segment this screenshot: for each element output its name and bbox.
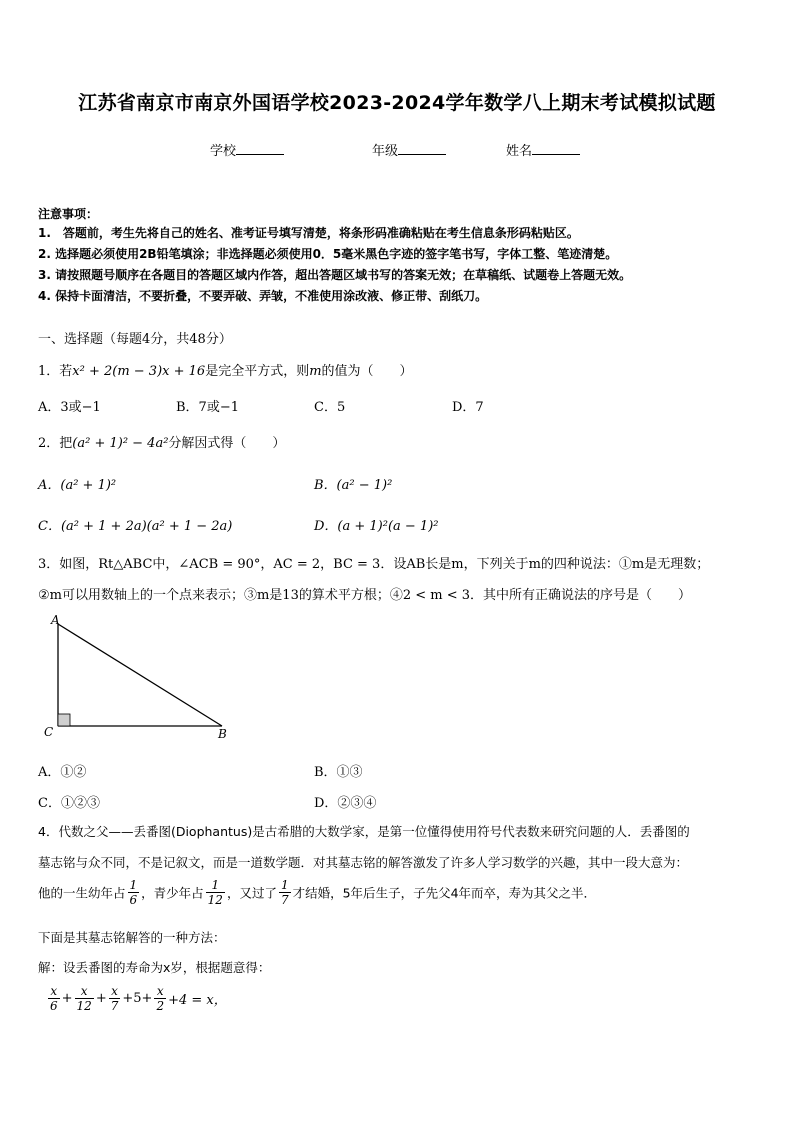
q3-option-a[interactable]: A．①② — [38, 765, 87, 780]
q1-option-c[interactable]: C．5 — [314, 400, 346, 415]
q1-suffix: 的值为（ ） — [321, 364, 413, 379]
eq-fraction-x-6: $\frac{x}{6}$ — [50, 984, 58, 1013]
grade-label: 年级 — [372, 144, 399, 159]
q4-text-c: ，又过了 — [226, 885, 277, 901]
eq-tail: +4 = x， — [168, 993, 227, 1008]
q3-option-d[interactable]: D．②③④ — [314, 796, 377, 811]
notes-heading: 注意事项： — [38, 207, 99, 221]
q1-variable: m — [309, 364, 322, 379]
eq-mid: +5+ — [122, 991, 153, 1006]
q3-option-c[interactable]: C．①②③ — [38, 796, 100, 811]
q4-text-a: 他的一生幼年占 — [38, 885, 126, 901]
triangle-figure — [40, 612, 240, 744]
q4-text-b: ，青少年占 — [141, 885, 204, 901]
question-4-line-3 — [38, 878, 596, 907]
q2-expression: (a² + 1)² − 4a² — [72, 436, 169, 451]
question-3-line-1: 3．如图，Rt△ABC中，∠ACB = 90°，AC = 2，BC = 3．设AB长是m，下列关于m的四种说法：①m是无理数； — [38, 557, 710, 572]
question-4-line-1: 4．代数之父——丢番图(Diophantus)是古希腊的大数学家，是第一位懂得使用符号代表数来研究问题的人．丢番图的 — [38, 824, 690, 839]
question-4-line-2: 墓志铭与众不同，不是记叙文，而是一道数学题．对其墓志铭的解答激发了许多人学习数学的兴趣，其中一段大意为： — [38, 855, 689, 870]
q1-mid: 是完全平方式，则 — [205, 364, 310, 379]
eq-fraction-x-12: $\frac{x}{12}$ — [76, 984, 92, 1013]
question-4-line-4: 下面是其墓志铭解答的一种方法： — [38, 930, 226, 945]
question-1 — [38, 360, 413, 379]
q4-text-d: 才结婚，5年后生子，子先父4年而卒，寿为其父之半． — [292, 885, 597, 901]
q2-option-b[interactable]: B．(a² − 1)² — [314, 478, 393, 493]
name-field[interactable] — [506, 140, 580, 159]
q1-prefix: 1．若 — [38, 364, 73, 379]
fraction-one-sixth: $\frac{1}{6}$ — [129, 878, 138, 907]
school-label: 学校 — [210, 144, 237, 159]
right-angle-mark — [58, 714, 70, 726]
note-item: 4. 保持卡面清洁，不要折叠，不要弄破、弄皱，不准使用涂改液、修正带、刮纸刀。 — [38, 289, 488, 303]
note-item: 2. 选择题必须使用2B铅笔填涂；非选择题必须使用0．5毫米黑色字迹的签字笔书写，字体工整、笔迹清楚。 — [38, 247, 618, 261]
question-4-line-5: 解：设丢番图的寿命为x岁，根据题意得： — [38, 960, 271, 975]
eq-fraction-x-7: $\frac{x}{7}$ — [110, 984, 119, 1013]
page-title: 江苏省南京市南京外国语学校2023-2024学年数学八上期末考试模拟试题 — [78, 92, 716, 114]
vertex-b-label: B — [218, 727, 227, 741]
vertex-a-label: A — [51, 613, 60, 627]
fraction-one-twelfth: $\frac{1}{12}$ — [207, 878, 223, 907]
q2-suffix: 分解因式得（ ） — [168, 436, 286, 451]
q1-option-a[interactable]: A．3或−1 — [38, 400, 101, 415]
grade-field[interactable] — [372, 140, 446, 159]
grade-blank[interactable] — [398, 142, 446, 155]
question-2 — [38, 432, 285, 451]
fraction-one-seventh: $\frac{1}{7}$ — [280, 878, 289, 907]
name-label: 姓名 — [506, 144, 533, 159]
vertex-c-label: C — [44, 725, 54, 739]
name-blank[interactable] — [532, 142, 580, 155]
q2-option-d[interactable]: D．(a + 1)²(a − 1)² — [314, 519, 439, 534]
question-3-line-2: ②m可以用数轴上的一个点来表示；③m是13的算术平方根；④2 < m < 3．其中所有正确说法的序号是（ ） — [38, 588, 692, 603]
eq-fraction-x-2: $\frac{x}{2}$ — [156, 984, 165, 1013]
school-blank[interactable] — [236, 142, 284, 155]
q3-option-b[interactable]: B．①③ — [314, 765, 363, 780]
note-item: 1. 答题前，考生先将自己的姓名、准考证号填写清楚，将条形码准确粘贴在考生信息条形码粘贴区。 — [38, 226, 579, 240]
q1-option-b[interactable]: B．7或−1 — [176, 400, 239, 415]
q2-option-a[interactable]: A．(a² + 1)² — [38, 478, 117, 493]
school-field[interactable] — [210, 140, 284, 159]
q2-option-c[interactable]: C．(a² + 1 + 2a)(a² + 1 − 2a) — [38, 519, 233, 534]
q1-option-d[interactable]: D．7 — [452, 400, 484, 415]
q4-equation: $\frac{x}{6}$ + $\frac{x}{12}$ + $\frac{x}{7}$ +5+ $\frac{x}{2}$ +4 = x， — [50, 984, 227, 1013]
section-heading: 一、选择题（每题4分，共48分） — [38, 332, 232, 347]
q1-expression: x² + 2(m − 3)x + 16 — [72, 364, 206, 379]
q2-prefix: 2．把 — [38, 436, 73, 451]
note-item: 3. 请按照题号顺序在各题目的答题区域内作答，超出答题区域书写的答案无效；在草稿纸、试题卷上答题无效。 — [38, 268, 632, 282]
side-ab — [58, 624, 222, 726]
